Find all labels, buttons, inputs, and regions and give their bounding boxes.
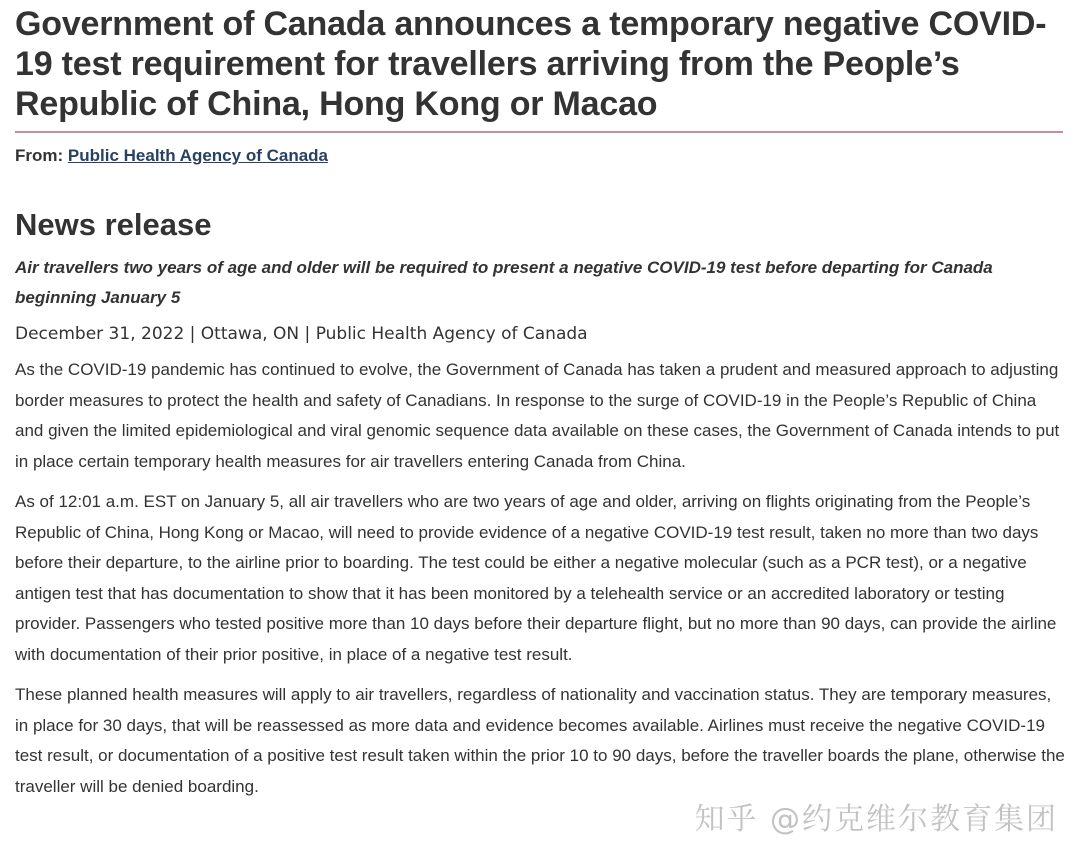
from-label: From: bbox=[15, 146, 64, 165]
page-title: Government of Canada announces a temporary negative COVID-19 test requirement for travellers arriving from the People’s Republic of China, Hong Kong or Macao bbox=[15, 5, 1047, 123]
body-paragraph-1: As the COVID-19 pandemic has continued to evolve, the Government of Canada has taken a prudent and measured approach to adjusting border measures to protect the health and safety of Canadians. In response to the surge of COVID-19 in the People’s Republic of China and given the limited epidemiological and viral genomic sequence data available on these cases, the Government of Canada intends to put in place certain temporary health measures for air travellers entering Canada from China. bbox=[15, 360, 1060, 471]
body-paragraph-2: As of 12:01 a.m. EST on January 5, all air travellers who are two years of age and older, arriving on flights originating from the People’s Republic of China, Hong Kong or Macao, will need to provide evidence of a negative COVID-19 test result, taken no more than two days before their departure, to the airline prior to boarding. The test could be either a negative molecular (such as a PCR test), or a negative antigen test that has documentation to show that it has been monitored by a telehealth service or an accredited laboratory or testing provider. Passengers who tested positive more than 10 days before their departure flight, but no more than 90 days, can provide the airline with documentation of their prior positive, in place of a negative test result. bbox=[15, 492, 1057, 664]
section-heading: News release bbox=[15, 207, 212, 242]
dateline: December 31, 2022 | Ottawa, ON | Public Health Agency of Canada bbox=[15, 324, 588, 344]
watermark: 知乎 @约克维尔教育集团 bbox=[694, 802, 1058, 837]
news-page bbox=[0, 4, 1080, 868]
from-agency-link[interactable]: Public Health Agency of Canada bbox=[67, 146, 328, 165]
title-divider bbox=[15, 131, 1063, 133]
body-paragraph-3: These planned health measures will apply to air travellers, regardless of nationality and vaccination status. They are temporary measures, in place for 30 days, that will be reassessed as more data and evidence becomes available. Airlines must receive the negative COVID-19 test result, or documentation of a positive test result taken within the prior 10 to 90 days, before the traveller boards the plane, otherwise the traveller will be denied boarding. bbox=[15, 685, 1065, 796]
lead-summary: Air travellers two years of age and older will be required to present a negative COVID-19 test before departing for Canada beginning January 5 bbox=[15, 258, 993, 307]
from-line bbox=[15, 145, 1065, 167]
